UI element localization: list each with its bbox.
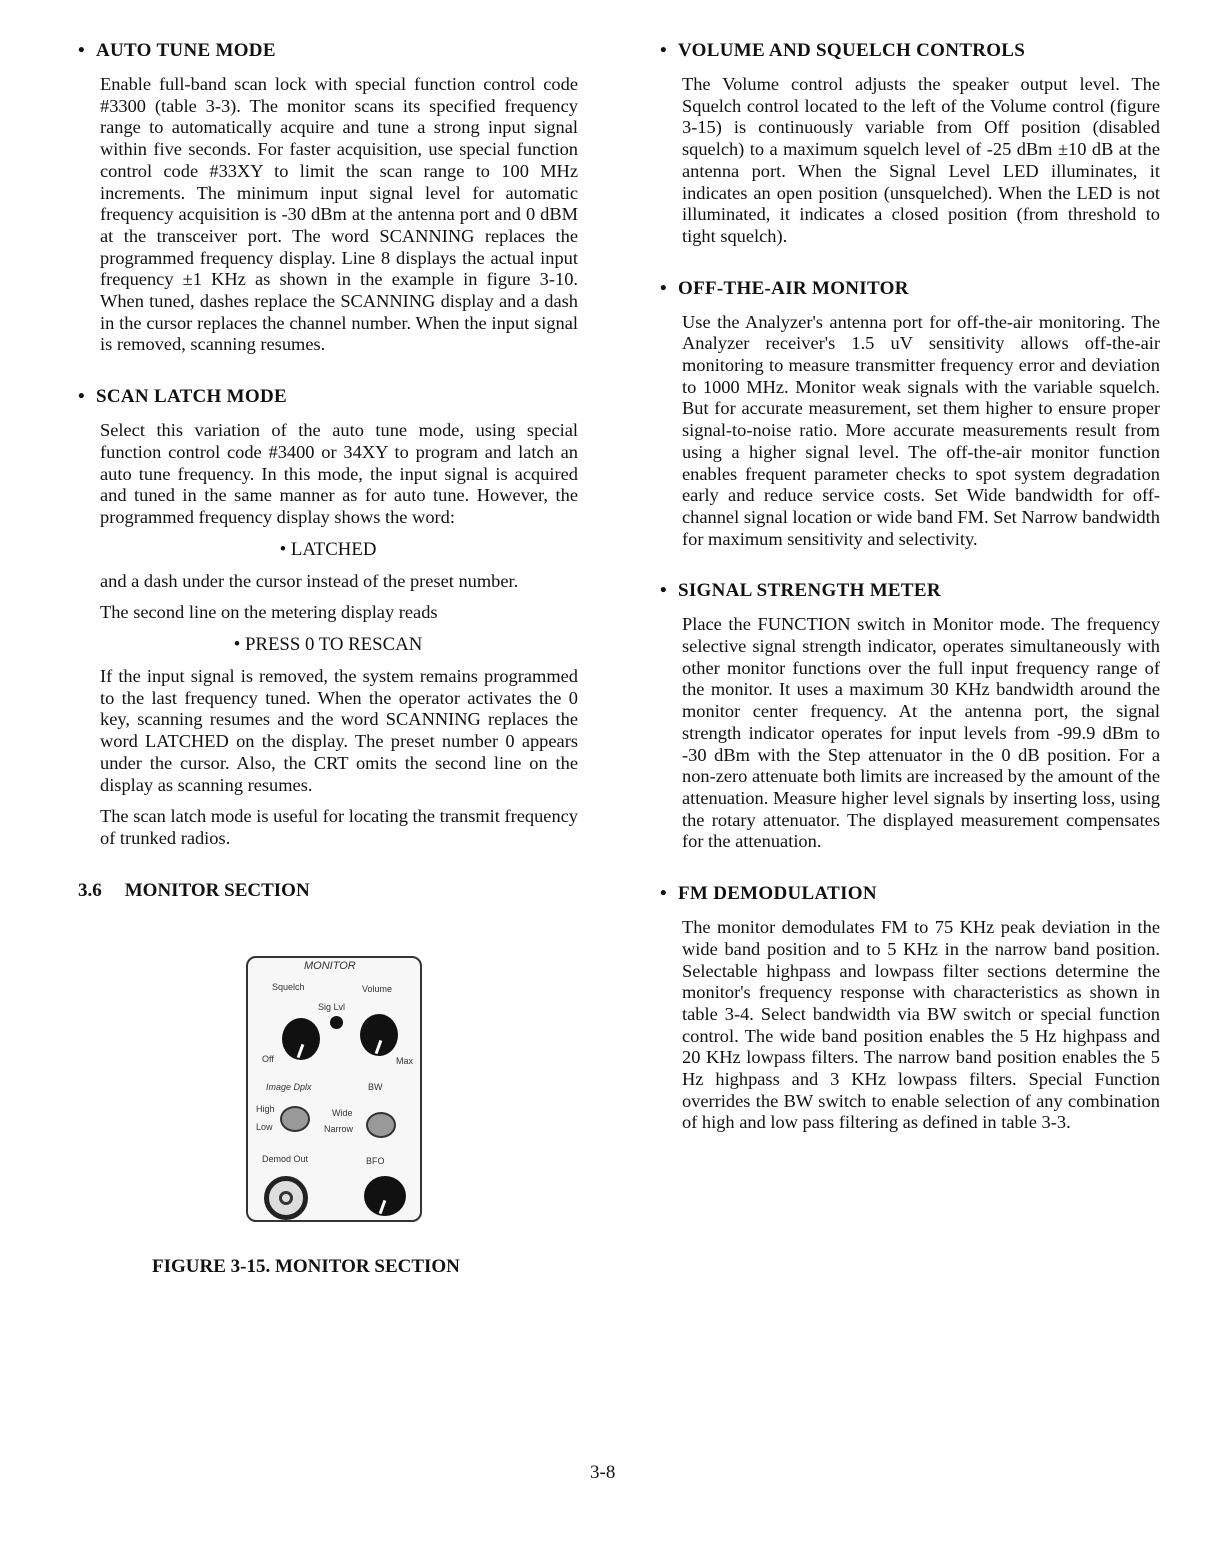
bullet: • bbox=[660, 277, 667, 299]
bw-toggle bbox=[366, 1112, 396, 1138]
volume-squelch-body: The Volume control adjusts the speaker output level. The Squelch control located to the left of the Volume control (figure 3-15) is continuously variable from Off position (disabled squelch) to a maximum squelch level of -25 dBm ±10 dB at the antenna port. When the Signal Level LED illuminates, it indicates an open position (unsquelched). When the LED is not illuminated, it indicates a closed position (from threshold to tight squelch). bbox=[682, 74, 1160, 246]
right-column bbox=[660, 40, 1160, 1144]
heading-text: AUTO TUNE MODE bbox=[96, 40, 276, 61]
heading-text: SCAN LATCH MODE bbox=[96, 386, 287, 408]
fm-demodulation-heading bbox=[660, 883, 1160, 905]
sig-lvl-led bbox=[330, 1016, 343, 1029]
squelch-knob bbox=[282, 1018, 320, 1060]
section-title: MONITOR SECTION bbox=[124, 879, 310, 901]
volume-squelch-heading bbox=[660, 40, 1160, 62]
left-column bbox=[78, 40, 578, 1278]
fm-demodulation-body: The monitor demodulates FM to 75 KHz peak deviation in the wide band position and to 5 KHz in the narrow band position. Selectable highpass and lowpass filter sections determine the monitor's frequency response with characteristics as shown in table 3-4. Select bandwidth via BW switch or special function control. The wide band position enables the 5 Hz highpass and 20 KHz lowpass filters. The narrow band position enables the 5 Hz highpass and 3 KHz lowpass filters. Special Function overrides the BW switch to enable selection of any combination of high and low pass filtering as defined in table 3-3. bbox=[682, 917, 1160, 1133]
sig-lvl-label: Sig Lvl bbox=[318, 1001, 346, 1012]
volume-knob bbox=[360, 1014, 398, 1056]
scan-latch-p1: Select this variation of the auto tune mode, using special function control code #3400 or 34XY to program and latch an auto tune frequency. In this mode, the input signal is acquired and tuned in the same manner as for auto tune. However, the programmed frequency display shows the word: bbox=[100, 420, 578, 527]
low-label: Low bbox=[256, 1121, 273, 1132]
off-the-air-body: Use the Analyzer's antenna port for off-the-air monitoring. The Analyzer receiver's 1.5 uV sensitivity allows off-the-air monitoring to measure transmitter frequency error and deviation to 1000 MHz. Monitor weak signals with the variable squelch. But for accurate measurement, set them higher to ensure proper signal-to-noise ratio. More accurate measurements result from using a higher signal level. The off-the-air monitor function enables frequent parameter checks to spot system degradation early and reduce service costs. Set Wide bandwidth for off-channel signal location or wide band FM. Set Narrow bandwidth for maximum sensitivity and selectivity. bbox=[682, 311, 1160, 549]
bfo-knob bbox=[364, 1176, 406, 1216]
scan-latch-heading bbox=[78, 386, 578, 408]
bullet: • bbox=[78, 386, 85, 408]
bullet: • bbox=[660, 883, 667, 905]
latched-item: • LATCHED bbox=[279, 538, 377, 560]
heading-text: FM DEMODULATION bbox=[678, 883, 877, 905]
bullet: • bbox=[660, 40, 667, 61]
high-label: High bbox=[256, 1103, 275, 1114]
off-the-air-heading bbox=[660, 278, 1160, 300]
max-label: Max bbox=[396, 1055, 414, 1066]
panel-title: MONITOR bbox=[304, 959, 356, 972]
demod-out-label: Demod Out bbox=[262, 1153, 309, 1164]
monitor-panel-figure bbox=[246, 956, 578, 1222]
monitor-panel bbox=[246, 956, 422, 1222]
demod-out-connector bbox=[264, 1176, 308, 1220]
heading-text: VOLUME AND SQUELCH CONTROLS bbox=[678, 40, 1026, 61]
scan-latch-p4: If the input signal is removed, the system remains programmed to the last frequency tuned. When the operator activates the 0 key, scanning resumes and the word SCANNING replaces the word LATCHED on the display. The preset number 0 appears under the cursor. Also, the CRT omits the second line on the display as scanning resumes. bbox=[100, 666, 578, 795]
scan-latch-p2: and a dash under the cursor instead of the preset number. bbox=[100, 570, 519, 591]
off-label: Off bbox=[262, 1053, 274, 1064]
heading-text: OFF-THE-AIR MONITOR bbox=[678, 277, 909, 299]
bullet: • bbox=[660, 580, 667, 602]
section-number: 3.6 bbox=[78, 879, 102, 901]
heading-text: SIGNAL STRENGTH METER bbox=[678, 580, 941, 602]
signal-strength-body: Place the FUNCTION switch in Monitor mode. The frequency selective signal strength indicator, operates simultaneously with other monitor functions over the full input frequency range of the monitor. It uses a maximum 30 KHz bandwidth around the monitor center frequency. At the antenna port, the signal strength indicator operates for input levels from -99.9 dBm to -30 dBm with the Step attenuator in the 0 dB position. For a non-zero attenuate both limits are increased by the amount of the attenuation. Measure higher level signals by inserting loss, using the rotary attenuator. The displayed measurement compensates for the attenuation. bbox=[682, 614, 1160, 852]
figure-caption: FIGURE 3-15. MONITOR SECTION bbox=[152, 1255, 460, 1277]
section-heading bbox=[78, 880, 578, 902]
signal-strength-heading bbox=[660, 580, 1160, 602]
press-rescan-item: • PRESS 0 TO RESCAN bbox=[233, 634, 423, 656]
bullet: • bbox=[78, 40, 85, 61]
scan-latch-p3: The second line on the metering display reads bbox=[100, 602, 438, 623]
scan-latch-p5: The scan latch mode is useful for locating the transmit frequency of trunked radios. bbox=[100, 806, 578, 848]
auto-tune-heading bbox=[78, 40, 578, 62]
bfo-label: BFO bbox=[366, 1155, 385, 1166]
bw-label: BW bbox=[368, 1081, 383, 1092]
squelch-label: Squelch bbox=[272, 981, 305, 992]
image-dpix-toggle bbox=[280, 1106, 310, 1132]
wide-label: Wide bbox=[332, 1107, 353, 1118]
page-number: 3-8 bbox=[590, 1462, 616, 1483]
image-dpix-label: Image Dplx bbox=[266, 1081, 312, 1092]
volume-label: Volume bbox=[362, 983, 393, 994]
narrow-label: Narrow bbox=[324, 1123, 354, 1134]
auto-tune-body: Enable full-band scan lock with special function control code #3300 (table 3-3). The monitor scans its specified frequency range to automatically acquire and tune a strong input signal within five seconds. For faster acquisition, use special function control code #33XY to limit the scan range to 100 MHz increments. The minimum input signal level for automatic frequency acquisition is -30 dBm at the antenna port and 0 dBM at the transceiver port. The word SCANNING replaces the programmed frequency display. Line 8 displays the actual input frequency ±1 KHz as shown in the example in figure 3-10. When tuned, dashes replace the SCANNING display and a dash in the cursor replaces the channel number. When the input signal is removed, scanning resumes. bbox=[100, 74, 578, 355]
